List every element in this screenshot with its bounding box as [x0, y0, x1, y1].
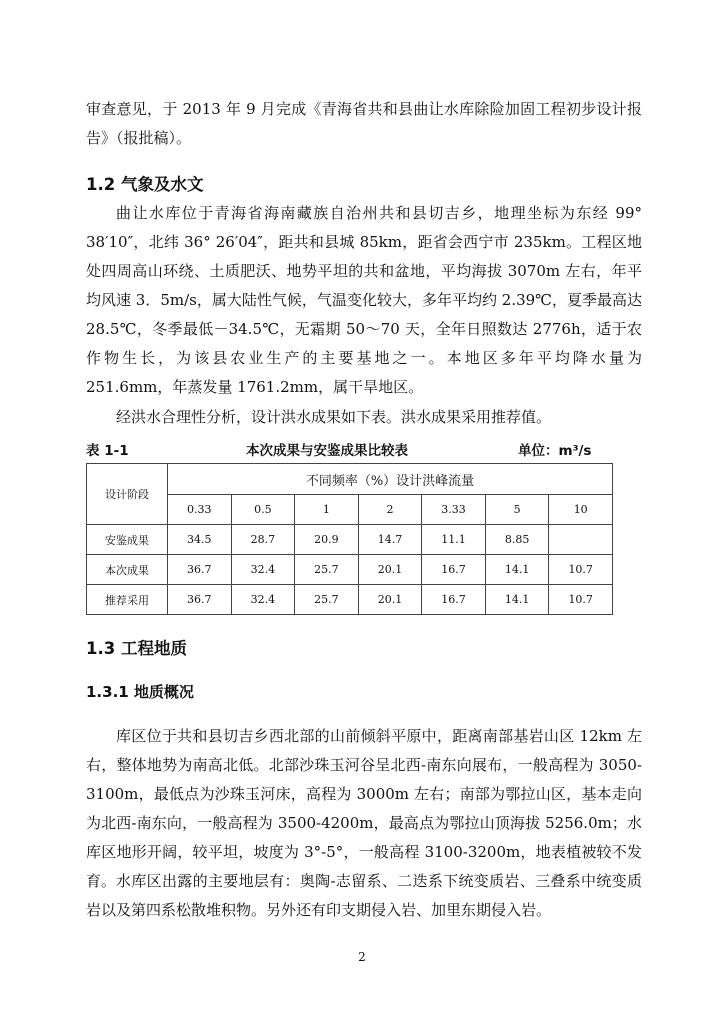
table-cell: 8.85	[485, 525, 549, 555]
row-label: 推荐采用	[87, 585, 168, 615]
section-heading-1-3: 1.3 工程地质	[86, 639, 187, 658]
table-row	[87, 525, 613, 555]
table-cell: 14.7	[358, 525, 422, 555]
table-cell: 10.7	[549, 555, 613, 585]
table-cell: 32.4	[231, 555, 295, 585]
row-header-label: 设计阶段	[87, 464, 168, 525]
row-label: 安鉴成果	[87, 525, 168, 555]
table-cell: 20.1	[358, 585, 422, 615]
table-cell: 14.1	[485, 555, 549, 585]
table-cell: 25.7	[295, 585, 359, 615]
frequency-cell: 0.33	[168, 495, 232, 525]
table-caption	[86, 436, 642, 460]
intro-paragraph: 审查意见，于 2013 年 9 月完成《青海省共和县曲让水库除险加固工程初步设计报告》（报批稿）。	[86, 100, 642, 147]
table-cell: 20.9	[295, 525, 359, 555]
table-cell: 36.7	[168, 585, 232, 615]
page-number: 2	[358, 950, 366, 964]
section-heading-1-2: 1.2 气象及水文	[86, 175, 204, 194]
table-row	[87, 585, 613, 615]
table-cell: 16.7	[422, 585, 486, 615]
row-label: 本次成果	[87, 555, 168, 585]
table-number: 表 1-1	[86, 443, 129, 459]
table-cell: 36.7	[168, 555, 232, 585]
frequency-cell: 3.33	[422, 495, 486, 525]
frequency-cell: 0.5	[231, 495, 295, 525]
geology-paragraph: 库区位于共和县切吉乡西北部的山前倾斜平原中，距离南部基岩山区 12km 左右，整体地势为南高北低。北部沙珠玉河谷呈北西-南东向展布，一般高程为 3050-3100m，最低点为沙珠玉河床，高程为 3000m 左右；南部为鄂拉山区，基本走向为北西-南东向，一般高程为 3500-4200m，最高点为鄂拉山顶海拔 5256.0m；水库区地形开阔，较平坦，坡度为 3°-5°，一般高程 3100-3200m，地表植被较不发育。	[86, 727, 642, 890]
table-cell: 25.7	[295, 555, 359, 585]
table-cell: 32.4	[231, 585, 295, 615]
table-cell: 20.1	[358, 555, 422, 585]
subsection-heading-1-3-1: 1.3.1 地质概况	[86, 683, 194, 701]
table-unit: 单位：m³/s	[518, 443, 592, 459]
flood-analysis-paragraph: 经洪水合理性分析，设计洪水成果如下表。洪水成果采用推荐值。	[116, 408, 552, 426]
frequency-cell: 5	[485, 495, 549, 525]
table-cell: 16.7	[422, 555, 486, 585]
table-title: 本次成果与安鉴成果比较表	[246, 443, 408, 459]
climate-paragraph: 曲让水库位于青海省海南藏族自治州共和县切吉乡，地理坐标为东经 99° 38′10″，北纬 36° 26′04″，距共和县城 85km，距省会西宁市 235km。工程区地处四周高山环绕、土质肥沃、地势平坦的共和盆地，平均海拔 3070m 左右，年平均风速 3．5m/s，属大陆性气候，气温变化较大，多年平均约 2.39℃，夏季最高达 28.5℃，冬季最低－34.5℃，无霜期 50～70 天，全年日照数达 2776h，适于农作物生长，为该县农业生产的主要基地之一。本地区多年平均降水量为 251.6mm，年蒸发量 1761.2mm，属干旱地区。	[86, 204, 642, 396]
table-row	[87, 555, 613, 585]
frequency-cell: 1	[295, 495, 359, 525]
strata-paragraph: 水库区出露的主要地层有：奥陶-志留系、二迭系下统变质岩、三叠系中统变质岩以及第四系松散堆积物。另外还有印支期侵入岩、加里东期侵入岩。	[86, 872, 642, 919]
table-cell: 34.5	[168, 525, 232, 555]
frequency-cell: 2	[358, 495, 422, 525]
table-cell: 11.1	[422, 525, 486, 555]
frequency-group-header: 不同频率（%）设计洪峰流量	[168, 464, 613, 495]
table-cell: 28.7	[231, 525, 295, 555]
frequency-cell: 10	[549, 495, 613, 525]
table-cell	[549, 525, 613, 555]
table-cell: 14.1	[485, 585, 549, 615]
table-header-row	[87, 464, 613, 495]
flood-comparison-table	[86, 463, 613, 615]
table-cell: 10.7	[549, 585, 613, 615]
